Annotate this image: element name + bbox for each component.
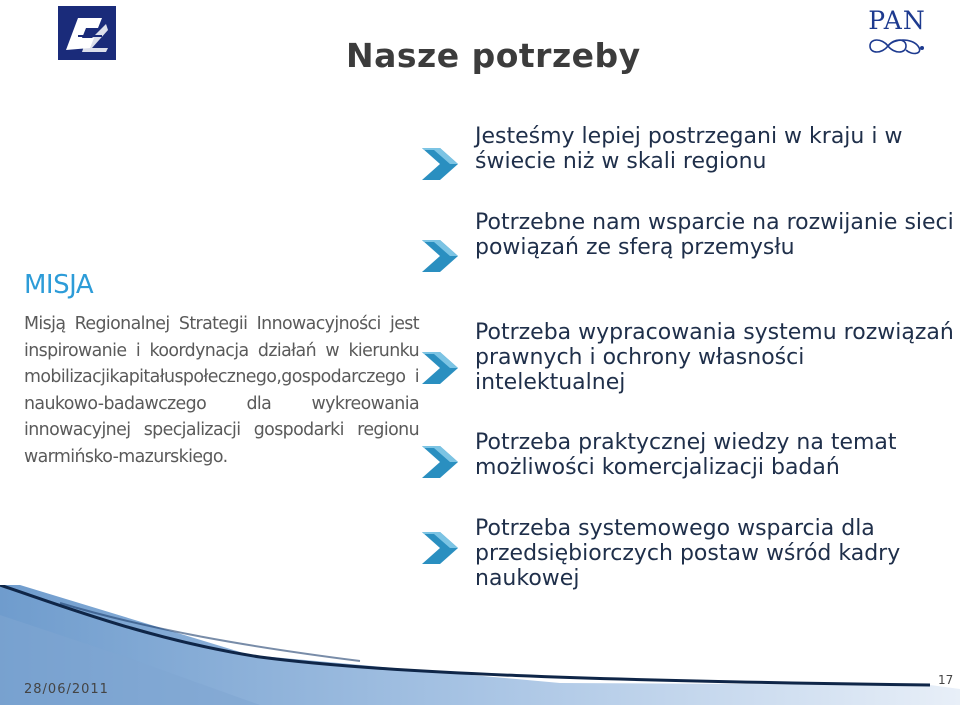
list-item-text: Potrzebne nam wsparcie na rozwijanie sieci powiązań ze sferą przemysłu bbox=[475, 210, 954, 260]
pan-knot-emblem-icon bbox=[862, 34, 932, 58]
pan-logo bbox=[858, 6, 936, 58]
chevron-right-icon bbox=[420, 350, 460, 386]
list-item-text: Potrzeba wypracowania systemu rozwiązań prawnych i ochrony własności intelektualnej bbox=[475, 320, 954, 395]
footer-date: 28/06/2011 bbox=[24, 682, 109, 697]
chevron-right-icon bbox=[420, 238, 460, 274]
chevron-right-icon bbox=[420, 530, 460, 566]
page-number: 17 bbox=[938, 673, 954, 687]
footer-wave bbox=[0, 585, 960, 705]
rz-monogram-logo-icon bbox=[58, 6, 116, 60]
mission-heading: MISJA bbox=[24, 270, 94, 300]
rz-logo bbox=[58, 6, 116, 60]
list-item-text: Jesteśmy lepiej postrzegani w kraju i w świecie niż w skali regionu bbox=[475, 124, 903, 174]
mission-text: Misją Regionalnej Strategii Innowacyjności jest inspirowanie i koordynacja działań w kierunku mobilizacjikapitałuspołecznego,gospodarczego i naukowo-badawczego dla wykreowania innowacyjnej specjalizacji gospodarki regionu warmińsko-mazurskiego. bbox=[24, 314, 419, 467]
chevron-right-icon bbox=[420, 146, 460, 182]
chevron-right-icon bbox=[420, 444, 460, 480]
list-item-text: Potrzeba praktycznej wiedzy na temat możliwości komercjalizacji badań bbox=[475, 430, 897, 480]
slide-title: Nasze potrzeby bbox=[346, 36, 641, 75]
mission-block bbox=[24, 270, 419, 490]
list-item-text: Potrzeba systemowego wsparcia dla przedsiębiorczych postaw wśród kadry naukowej bbox=[475, 516, 901, 591]
pan-logo-text: PAN bbox=[868, 6, 926, 35]
